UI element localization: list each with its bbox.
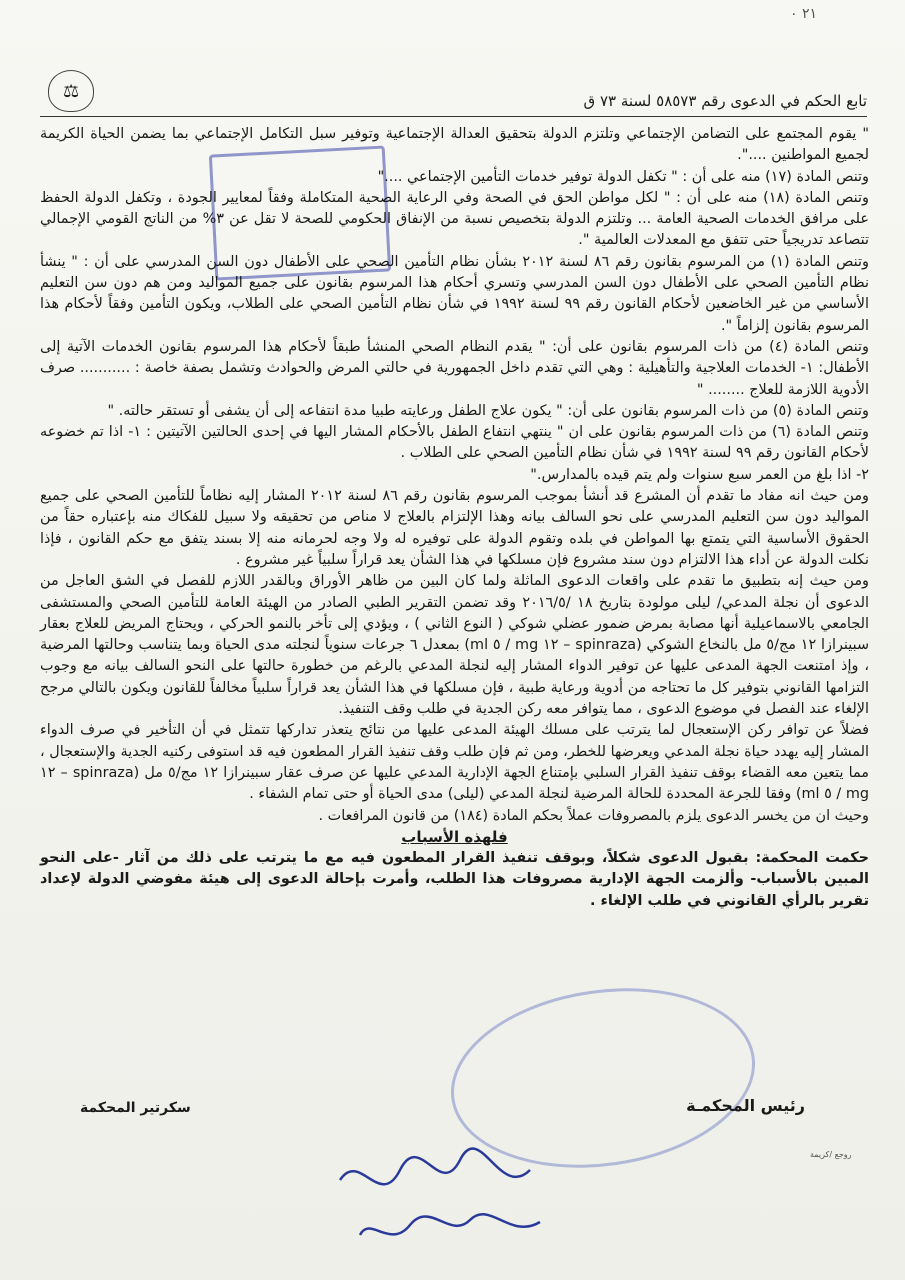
paragraph: وتنص المادة (٤) من ذات المرسوم بقانون على أن: " يقدم النظام الصحي المنشأ طبقاً لأحكام هذا المرسوم بقانون الخدمات الآتية إلى الأطفال: ١- الخدمات العلاجية والتأهيلية : وهي التي تقدم داخل الجمهورية في حالتي المرض والحوادث وتشمل بصفة خاصة : ........... صرف الأدوية اللازمة للعلاج ........ " bbox=[40, 338, 869, 398]
paragraph: " يقوم المجتمع على التضامن الإجتماعي وتلتزم الدولة بتحقيق العدالة الإجتماعية وتوفير سبل التكامل الإجتماعي بما يضمن الحياة الكريمة لجميع المواطنين ....". bbox=[40, 126, 869, 164]
secretary-label: سكرتير المحكمة bbox=[80, 1100, 191, 1116]
paragraph: ومن حيث إنه بتطبيق ما تقدم على واقعات الدعوى الماثلة ولما كان البين من ظاهر الأوراق وبالقدر اللازم للفصل في الشق العاجل من الدعوى أن نجلة المدعي/ ليلى مولودة بتاريخ ١٨ /٢٠١٦/٥ وقد تضمن التقرير الطبي الصادر من الهيئة العامة للتأمين الصحي والمستشفى الجامعي بالاسماعيلية أنها مصابة بمرض ضمور عضلي شوكي ( النوع الثاني ) ، ويؤدي إلى تأخر بالنمو الحركي ، ويحتاج المريض للعلاج بعقار سبينرازا ١٢ مج/٥ مل بالنخاع الشوكي (spinraza – ١٢ mg / ٥ ml) بمعدل ٦ جرعات سنوياً لنجلته مدى الحياة وبما يتناسب وحالتها المرضية ، وإذ امتنعت الجهة المدعى عليها عن توفير الدواء المشار إليه لنجلة المدعي بالرغم من خطورة حالتها على النحو السالف بيانه مع وجوب التزامها القانوني بتوفير كل ما تحتاجه من أدوية ورعاية طبية ، فإن مسلكها في هذا الشأن يعد قراراً سلبياً مخالفاً للقانون ويكون بالتالي مرجح الإلغاء عند الفصل في موضوع الدعوى ، مما يتوافر معه ركن الجدية في طلب وقف التنفيذ. bbox=[40, 573, 869, 718]
paragraph: ٢- اذا بلغ من العمر سبع سنوات ولم يتم قيده بالمدارس." bbox=[530, 466, 869, 483]
corner-marks: ٢١ ٠ bbox=[790, 6, 818, 22]
paragraph: وتنص المادة (٦) من ذات المرسوم بقانون على ان " ينتهي انتفاع الطفل بالأحكام المشار اليها في إحدى الحالتين الآتيتين : ١- اذا تم خضوعه لأحكام القانون رقم ٩٩ لسنة ١٩٩٢ في شأن نظام التأمين الصحي على الطلاب . bbox=[40, 424, 869, 462]
president-label: رئيس المحكمـة bbox=[686, 1096, 805, 1115]
case-title: تابع الحكم في الدعوى رقم ٥٨٥٧٣ لسنة ٧٣ ق bbox=[583, 92, 867, 110]
scales-of-justice-icon: ⚖ bbox=[48, 70, 94, 112]
page-header bbox=[40, 80, 867, 117]
paragraph: وحيث ان من يخسر الدعوى يلزم بالمصروفات عملاً بحكم المادة (١٨٤) من قانون المرافعات . bbox=[318, 807, 869, 824]
paragraph: وتنص المادة (٥) من ذات المرسوم بقانون على أن: " يكون علاج الطفل ورعايته طبيا مدة انتفاعه إلى أن يشفى أو تستقر حالته. " bbox=[107, 402, 869, 419]
paragraph: فضلاً عن توافر ركن الإستعجال لما يترتب على مسلك الهيئة المدعى عليها من نتائج يتعذر تداركها تتمثل في أن التأخير في صرف الدواء المشار إليه يهدد حياة نجلة المدعي ويعرضها للخطر، ومن ثم فإن طلب وقف تنفيذ القرار المطعون فيه قد استوفى ركنيه الجدية والإستعجال ، مما يتعين معه القضاء بوقف تنفيذ القرار السلبي بإمتناع الجهة الإدارية المدعي عليها عن صرف عقار سبينرازا ١٢ مج/٥ مل (spinraza – ١٢ mg / ٥ ml) وفقا للجرعة المحددة للحالة المرضية لنجلة المدعي (ليلى) مدى الحياة أو حتى تمام الشفاء . bbox=[40, 722, 869, 803]
review-note: روجع /كريمة bbox=[810, 1150, 852, 1159]
handwritten-signature bbox=[320, 1140, 580, 1260]
paragraph: وتنص المادة (١٧) منه على أن : " تكفل الدولة توفير خدمات التأمين الإجتماعي ...." bbox=[377, 168, 869, 185]
paragraph: ومن حيث انه مفاد ما تقدم أن المشرع قد أنشأ بموجب المرسوم بقانون رقم ٨٦ لسنة ٢٠١٢ المشار إليه نظاماً للتأمين الصحي على جميع المواليد دون سن التعليم المدرسي على نحو السالف بيانه وهذا الإلتزام بالعلاج لا مناص من تحقيقه ولا سبيل للفكاك منه بإعتباره حقاً من الحقوق الأساسية التي يتمتع بها المواطن في بلده وتقوم الدولة على توفيره له ولا وجه لحرمانه منه إلا بسند يتفق مع حكم القانون ، فإذا نكلت الدولة عن أداء هذا الالتزام دون سند مشروع فإن مسلكها في هذا الشأن يعد قراراً سلبياً غير مشروع . bbox=[40, 488, 869, 568]
paragraph: وتنص المادة (١) من المرسوم بقانون رقم ٨٦ لسنة ٢٠١٢ بشأن نظام التأمين الصحي على الأطفال دون السن المدرسي على أن : " ينشأ نظام التأمين الصحي على الأطفال دون السن المدرسي وتسري أحكام هذا المرسوم بقانون على جميع المواليد ومن هم دون سن التعليم الأساسي من غير الخاضعين لأحكام القانون رقم ٩٩ لسنة ١٩٩٢ في شأن نظام التأمين الصحي على الطلاب، ويكون التأمين وفقاً لأحكام هذا المرسوم بقانون إلزاماً ". bbox=[40, 253, 870, 334]
signatures-row bbox=[40, 1096, 865, 1136]
verdict: حكمت المحكمة: بقبول الدعوى شكلاً، وبوقف تنفيذ القرار المطعون فيه مع ما يترتب على ذلك من آثار -على النحو المبين بالأسباب- وألزمت الجهة الإدارية مصروفات هذا الطلب، وأمرت بإحالة الدعوى إلى هيئة مفوضي الدولة لإعداد تقرير بالرأي القانوني في طلب الإلغاء . bbox=[40, 850, 869, 909]
causes-heading: فلهذه الأسباب bbox=[401, 827, 508, 846]
judgment-body bbox=[40, 124, 869, 912]
paragraph: وتنص المادة (١٨) منه على أن : " لكل مواطن الحق في الصحة وفي الرعاية الصحية المتكاملة وفقاً لمعايير الجودة ، وتكفل الدولة الحفظ على مرافق الخدمات الصحية العامة ... وتلتزم الدولة بتخصيص نسبة من الإنفاق الحكومي للصحة لا تقل عن ٣% من الناتج القومي الإجمالي تتصاعد تدريجياً حتى تتفق مع المعدلات العالمية ". bbox=[40, 189, 869, 249]
